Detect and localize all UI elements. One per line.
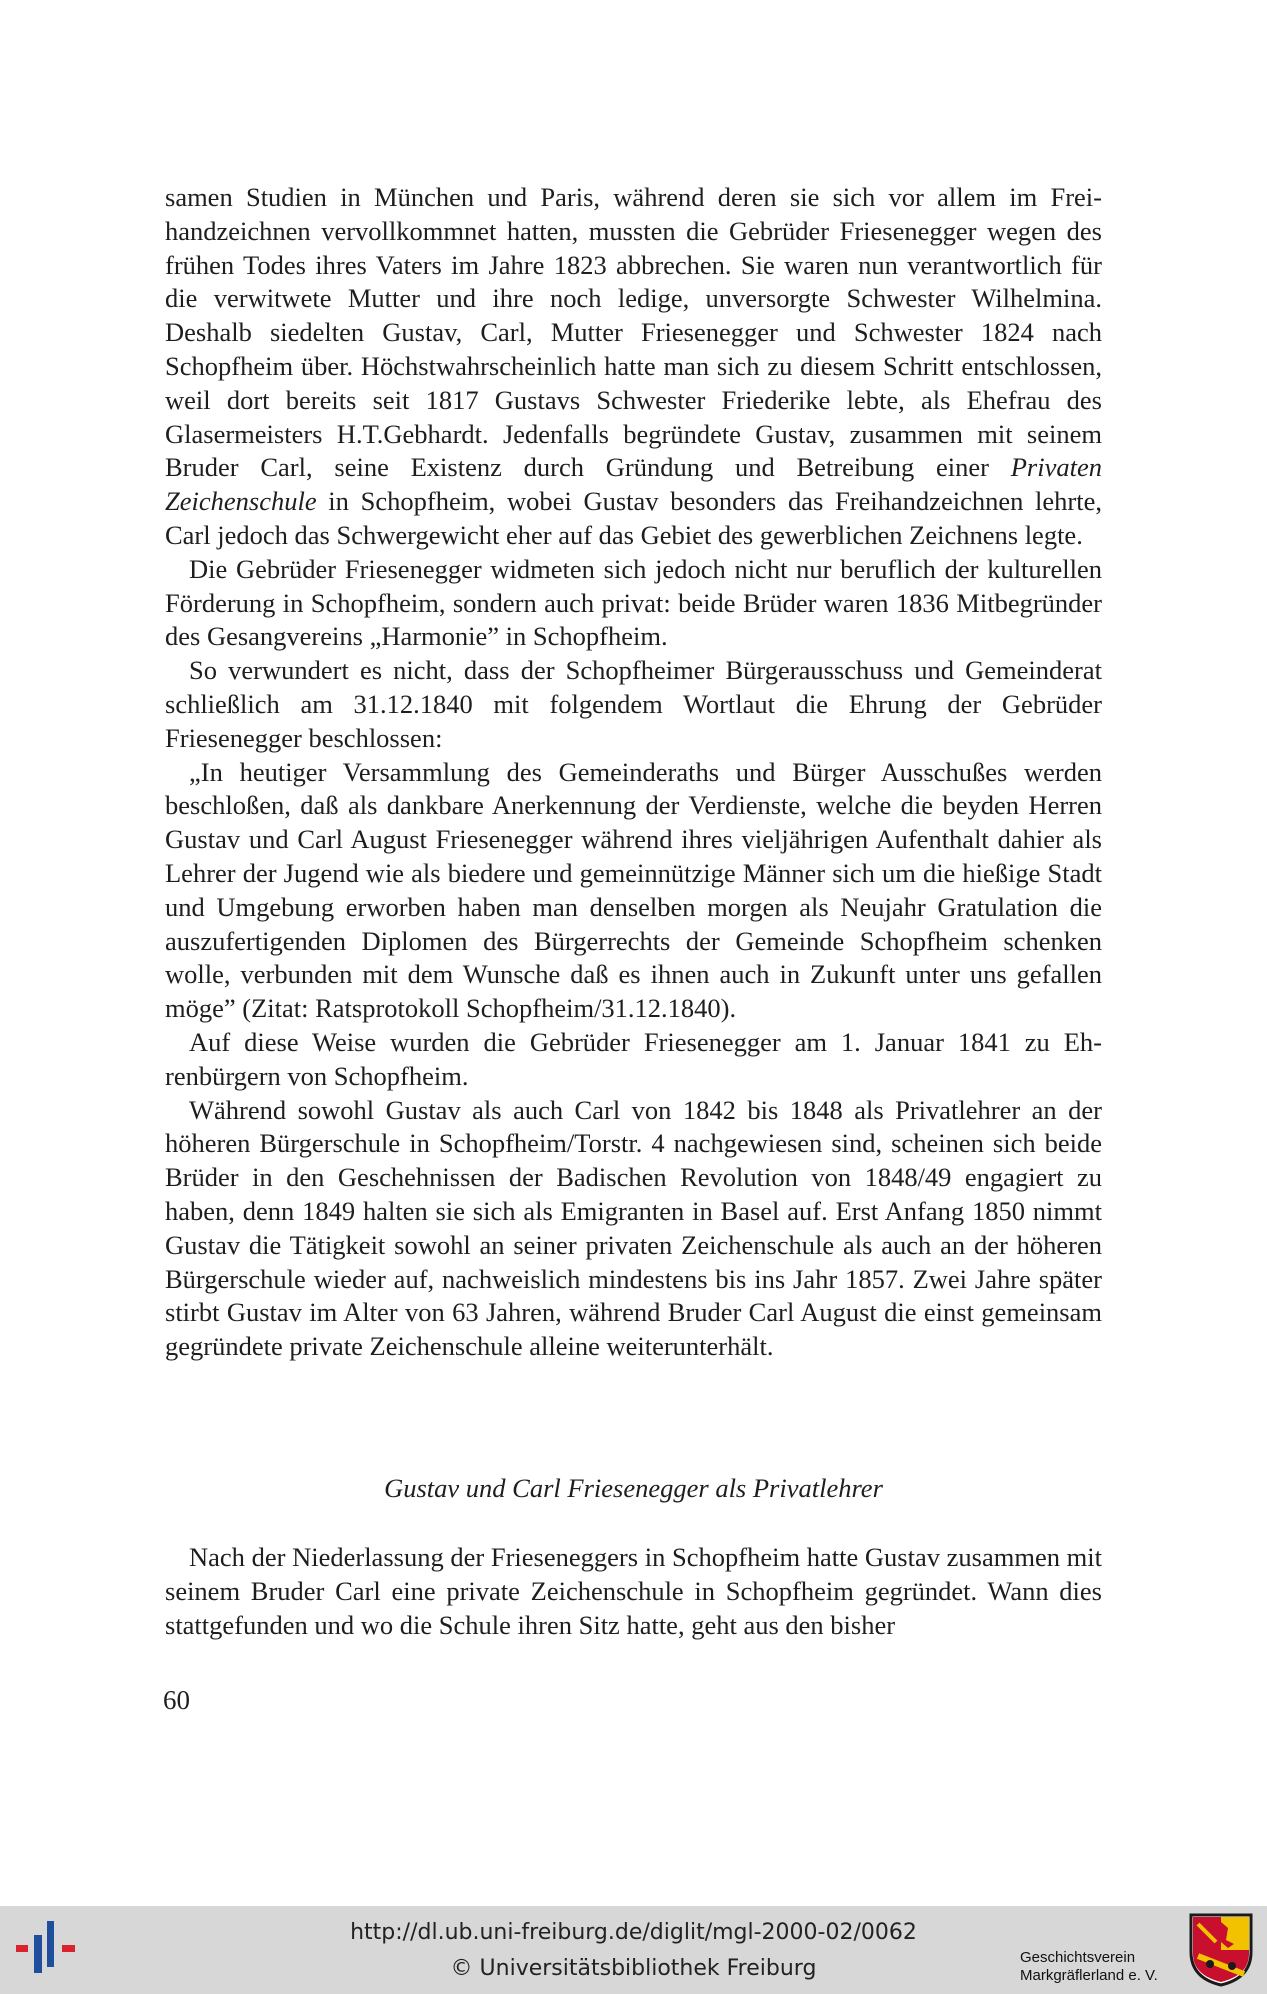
footer-bar <box>0 1906 1267 1994</box>
paragraph-1 <box>165 181 1102 553</box>
main-text <box>165 181 1102 1364</box>
section-heading: Gustav und Carl Friesenegger als Privatlehrer <box>384 1473 883 1503</box>
society-name <box>1020 1949 1158 1985</box>
emphasis-private-drawing-school: Privaten Zeichenschule <box>165 452 1102 517</box>
paragraph-1-part-1: samen Studien in München und Paris, während deren sie sich vor allem im Freihandzeichnen vervollkommnet hatten, mussten die Gebrüder Friesenegger wegen des frühen Todes ihres Vaters im Jahre 1823 abbrechen. Sie waren nun verantwortlich für die verwitwete Mutter und ihre noch ledige, unversorgte Schwester Wilhelmina. Deshalb siedelten Gustav, Carl, Mutter Friesenegger und Schwester 1824 nach Schopfheim über. Höchstwahrscheinlich hatte man sich zu diesem Schritt entschlossen, weil dort bereits seit 1817 Gustavs Schwester Friederike lebte, als Ehefrau des Glasermeisters H.T.Gebhardt. Jedenfalls begründete Gustav, zusammen mit seinem Bruder Carl, seine Existenz durch Gründung und Betreibung einer <box>165 182 1102 483</box>
society-name-line-1: Geschichtsverein <box>1020 1949 1136 1966</box>
section-text <box>165 1541 1102 1642</box>
paragraph-2: Die Gebrüder Friesenegger widmeten sich jedoch nicht nur beruflich der kulturellen Förderung in Schopfheim, sondern auch privat: beide Brüder waren 1836 Mitbegründer des Gesangvereins „Harmonie” in Schopfheim. <box>165 553 1102 652</box>
paragraph-5: Auf diese Weise wurden die Gebrüder Friesenegger am 1. Januar 1841 zu Ehrenbürgern von Schopfheim. <box>165 1026 1102 1091</box>
coat-of-arms-icon <box>1188 1912 1254 1988</box>
paragraph-after-heading: Nach der Niederlassung der Frieseneggers in Schopfheim hatte Gustav zusammen mit seinem Bruder Carl eine private Zeichenschule in Schopfheim gegründet. Wann dies stattgefunden und wo die Schule ihren Sitz hatte, geht aus den bisher <box>165 1542 1102 1640</box>
source-url[interactable]: http://dl.ub.uni-freiburg.de/diglit/mgl-2000-02/0062 <box>350 1920 917 1945</box>
paragraph-6: Während sowohl Gustav als auch Carl von 1842 bis 1848 als Privatlehrer an der höheren Bürgerschule in Schopfheim/Torstr. 4 nachgewiesen sind, scheinen sich beide Brüder in den Geschehnissen der Badischen Revolution von 1848/49 engagiert zu haben, denn 1849 halten sie sich als Emigranten in Basel auf. Erst Anfang 1850 nimmt Gustav die Tätigkeit sowohl an seiner privaten Zeichenschule als auch an der höheren Bürgerschule wieder auf, nachweislich mindestens bis ins Jahr 1857. Zwei Jahre später stirbt Gustav im Alter von 63 Jahren, während Bruder Carl August die einst gemeinsam gegründete private Zeichenschule alleine weiterunterhält. <box>165 1094 1102 1362</box>
paragraph-3: So verwundert es nicht, dass der Schopfheimer Bürgerausschuss und Gemeinderat schließlich am 31.12.1840 mit folgendem Wortlaut die Ehrung der Gebrüder Friesenegger beschlossen: <box>165 655 1102 753</box>
society-name-line-2: Markgräflerland e. V. <box>1020 1967 1158 1984</box>
quotation-paragraph: „In heutiger Versammlung des Gemeinderaths und Bürger Ausschußes werden beschloßen, daß als dankbare Anerkennung der Verdienste, welche die beyden Herren Gustav und Carl August Friesenegger während ihres vieljährigen Aufenthalt dahier als Lehrer der Jugend wie als biedere und gemeinnützige Männer sich um die hießige Stadt und Umgebung erworben haben man denselben morgen als Neujahr Gratulation die auszufertigenden Diplomen des Bürgerrechts der Gemeinde Schopfheim schenken wolle, verbunden mit dem Wunsche daß es ihnen auch in Zukunft unter uns gefallen möge” (Zitat: Ratsprotokoll Schopfheim/31.12.1840). <box>165 756 1102 1024</box>
paragraph-1-part-2: in Schopfheim, wobei Gustav besonders das Freihandzeichnen lehrte, Carl jedoch das Schwergewicht eher auf das Gebiet des gewerblichen Zeichnens legte. <box>165 486 1102 550</box>
copyright-notice: © Universitätsbibliothek Freiburg <box>450 1956 817 1981</box>
page-number: 60 <box>163 1685 190 1715</box>
